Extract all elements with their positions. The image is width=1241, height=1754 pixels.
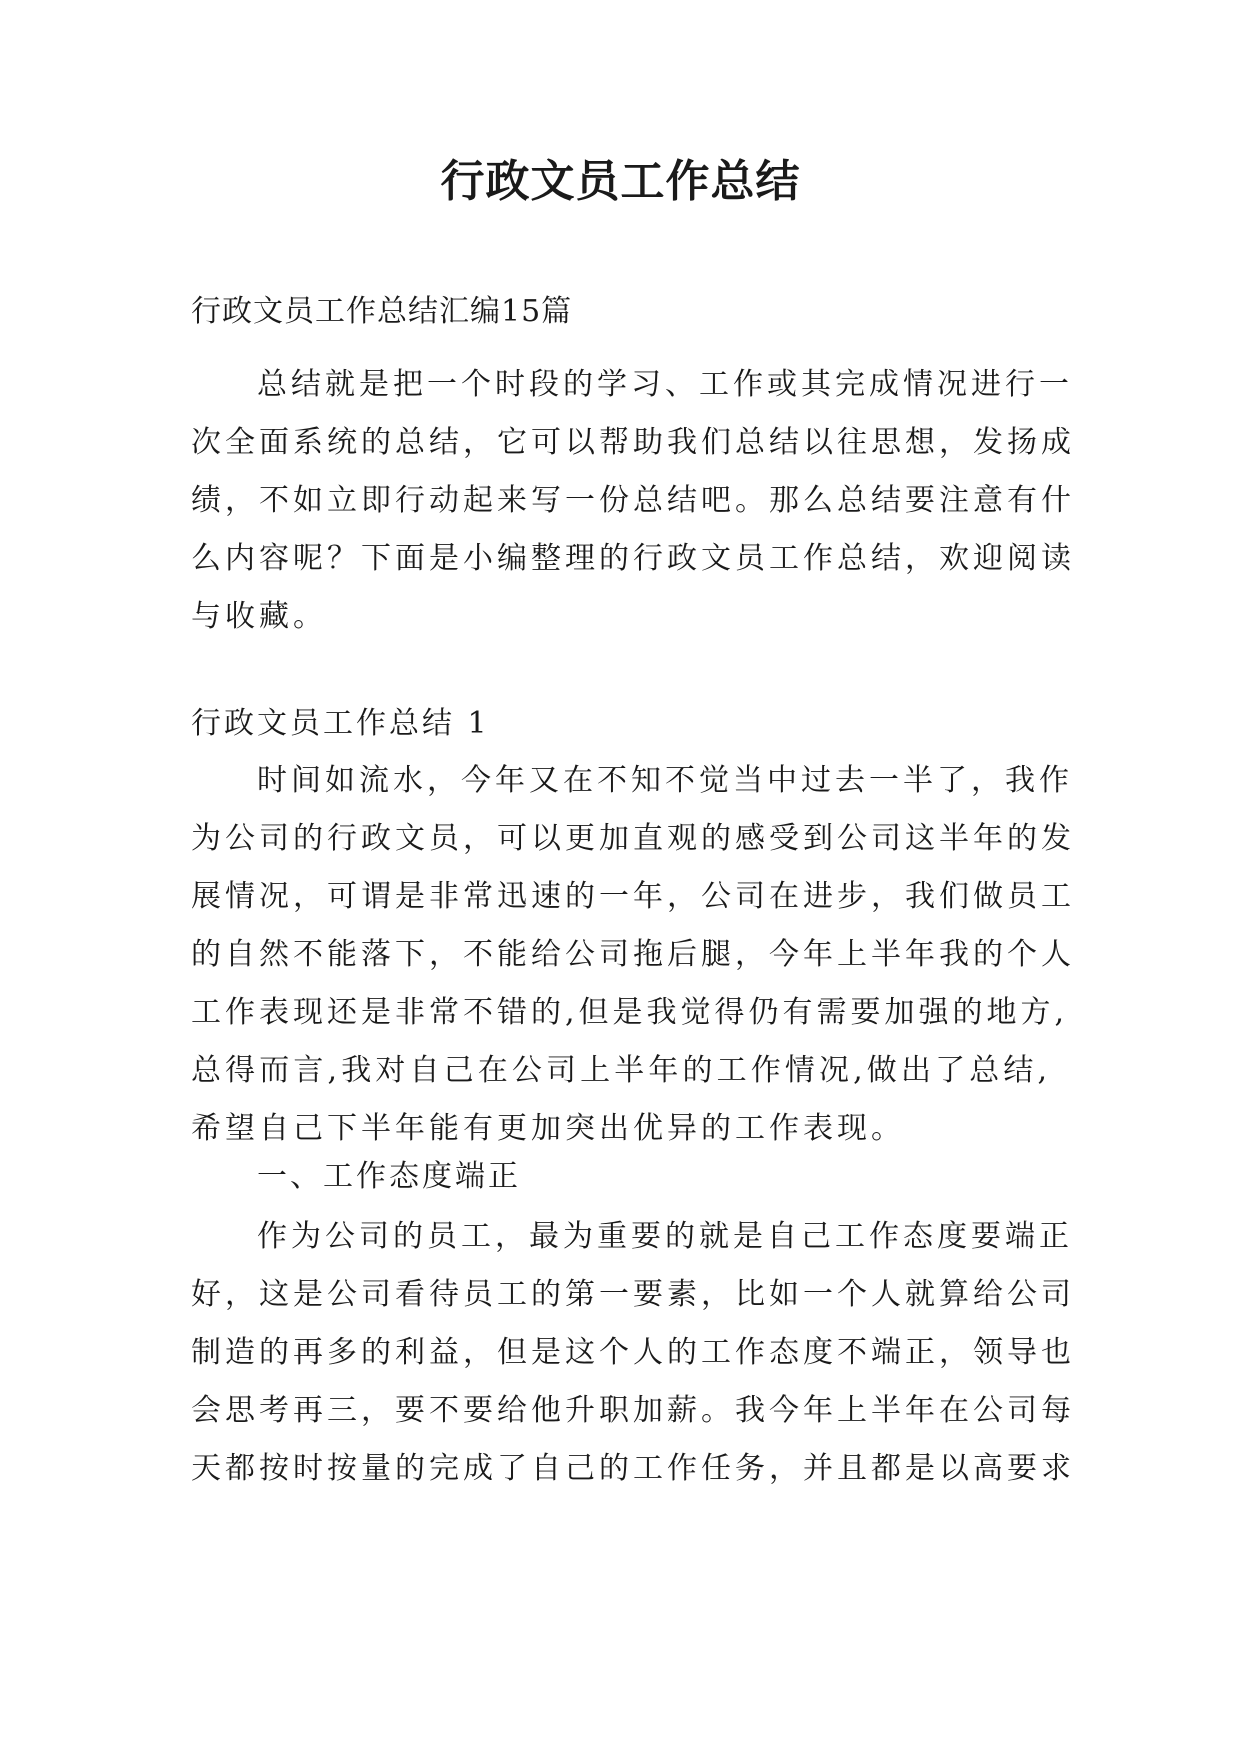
body-line: 工作表现还是非常不错的,但是我觉得仍有需要加强的地方, [191, 995, 1069, 1030]
body-line: 总得而言,我对自己在公司上半年的工作情况,做出了总结, [191, 1053, 1051, 1088]
document-title: 行政文员工作总结 [440, 156, 801, 207]
body-line: 时间如流水，今年又在不知不觉当中过去一半了，我作 [257, 763, 1073, 798]
body-line: 天都按时按量的完成了自己的工作任务，并且都是以高要求 [191, 1451, 1075, 1486]
intro-line: 绩，不如立即行动起来写一份总结吧。那么总结要注意有什 [191, 483, 1075, 518]
section1-paragraph-1 [191, 752, 1075, 1158]
body-line: 的自然不能落下，不能给公司拖后腿，今年上半年我的个人 [191, 937, 1075, 972]
intro-line: 次全面系统的总结，它可以帮助我们总结以往思想，发扬成 [191, 425, 1075, 460]
body-line: 好，这是公司看待员工的第一要素，比如一个人就算给公司 [191, 1277, 1075, 1312]
body-line: 作为公司的员工，最为重要的就是自己工作态度要端正 [257, 1219, 1073, 1254]
intro-line: 与收藏。 [191, 599, 327, 634]
intro-line: 么内容呢？下面是小编整理的行政文员工作总结，欢迎阅读 [191, 541, 1075, 576]
body-line: 为公司的行政文员，可以更加直观的感受到公司这半年的发 [191, 821, 1075, 856]
intro-paragraph [191, 356, 1075, 646]
body-line: 制造的再多的利益，但是这个人的工作态度不端正，领导也 [191, 1335, 1075, 1370]
body-line: 希望自己下半年能有更加突出优异的工作表现。 [191, 1111, 905, 1146]
section1-paragraph-2 [191, 1208, 1075, 1498]
body-line: 会思考再三，要不要给他升职加薪。我今年上半年在公司每 [191, 1393, 1075, 1428]
intro-line: 总结就是把一个时段的学习、工作或其完成情况进行一 [257, 367, 1073, 402]
subheading: 一、工作态度端正 [257, 1159, 521, 1194]
body-line: 展情况，可谓是非常迅速的一年，公司在进步，我们做员工 [191, 879, 1075, 914]
section-heading: 行政文员工作总结 1 [191, 706, 490, 741]
document-subtitle: 行政文员工作总结汇编15篇 [191, 294, 573, 329]
